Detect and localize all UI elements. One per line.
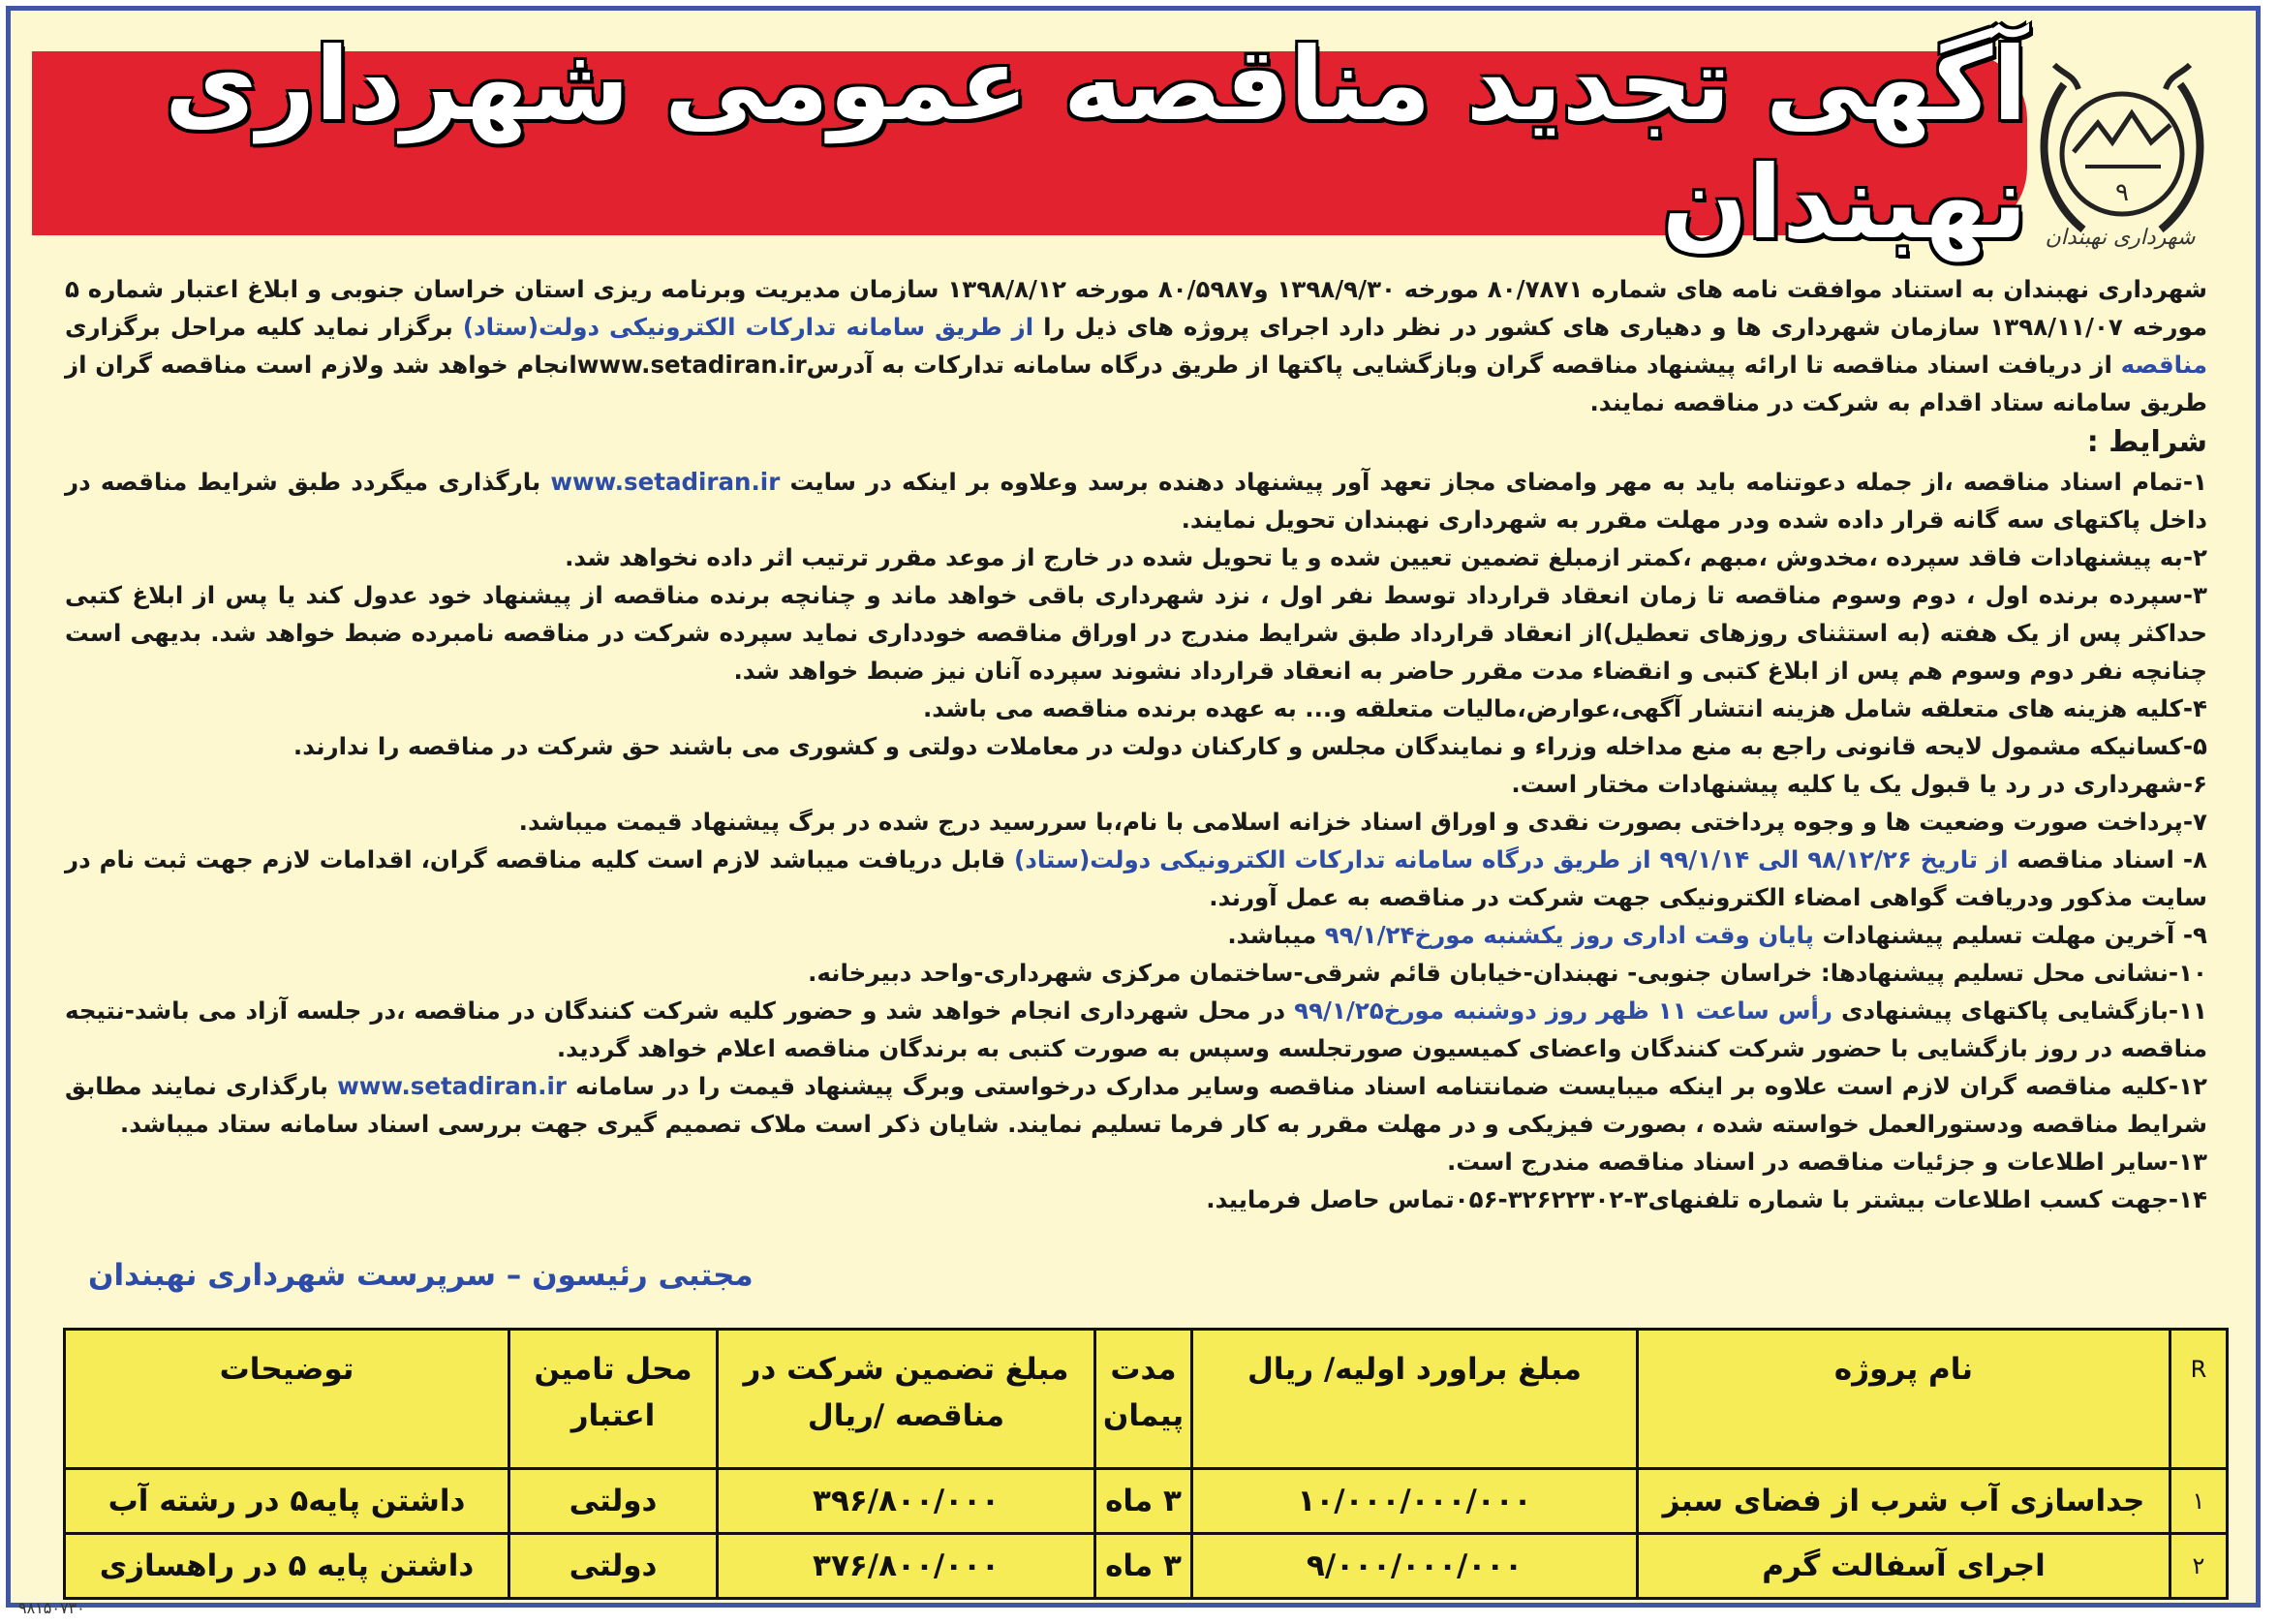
col-header-duration-line2: پیمان [1102,1398,1185,1433]
svg-text:۹: ۹ [2115,178,2129,207]
notice-body [65,270,2207,1218]
condition-text: بارگذاری میگردد طبق شرایط مناقصه در داخل پاکتهای سه گانه قرار داده شده ودر مهلت مقرر به شهرداری نهبندان تحویل نمایند. [65,468,2207,534]
project-notes: داشتن پایه ۵ در راهسازی [65,1534,509,1599]
condition-text: ۱۲-کلیه مناقصه گران لازم است علاوه بر اینکه میبایست ضمانتنامه اسناد مناقصه وسایر مدارک درخواستی وبرگ پیشنهاد قیمت را در سامانه [566,1072,2207,1100]
intro-text: شهرداری نهبندان به استناد موافقت نامه های شماره ۸۰/۷۸۷۱ مورخه ۱۳۹۸/۹/۳۰ و۸۰/۵۹۸۷ مورخه ۱۳۹۸/۸/۱۲ سازمان مدیریت وبرنامه ریزی استان خراسان جنوبی و ابلاغ اعتبار شماره ۵ مورخه ۱۳۹۸/۱۱/۰۷ سازمان شهرداری ها و دهیاری های کشور در نظر دارد اجرای پروژه های ذیل را [65,275,2207,341]
condition-9 [65,916,2207,954]
condition-text: ۹- آخرین مهلت تسلیم پیشنهادات [1813,921,2207,949]
col-header-notes: توضیحات [65,1330,509,1469]
setadiran-link[interactable]: www.setadiran.ir [337,1072,567,1100]
page-title: آگهی تجدید مناقصه عمومی شهرداری نهبندان [165,25,2027,261]
project-estimate: ۹/۰۰۰/۰۰۰/۰۰۰ [1192,1534,1638,1599]
condition-5: ۵-کسانیکه مشمول لایحه قانونی راجع به منع مداخله وزراء و نمایندگان مجلس و کارکنان دولت در معاملات دولتی و کشوری می باشند حق شرکت در مناقصه را ندارند. [292,732,2207,760]
project-funding: دولتی [509,1534,718,1599]
project-notes: داشتن پایه۵ در رشته آب [65,1469,509,1534]
col-header-funding-line1: محل تامین [534,1352,693,1387]
condition-11 [65,992,2207,1067]
condition-8 [65,841,2207,916]
condition-11-opening-time: رأس ساعت ۱۱ ظهر روز دوشنبه مورخ۹۹/۱/۲۵ [1294,996,1833,1025]
project-guarantee: ۳۷۶/۸۰۰/۰۰۰ [718,1534,1095,1599]
project-estimate: ۱۰/۰۰۰/۰۰۰/۰۰۰ [1192,1469,1638,1534]
condition-7: ۷-پرداخت صورت وضعیت ها و وجوه پرداختی بصورت نقدی و اوراق اسناد خزانه اسلامی با نام،با سررسید درج شده در برگ پیشنهاد قیمت میباشد. [518,808,2207,836]
project-funding: دولتی [509,1469,718,1534]
col-header-funding [509,1330,718,1469]
signature: مجتبی رئیسون – سرپرست شهرداری نهبندان [88,1258,754,1293]
table-header-row [65,1330,2228,1469]
condition-3: ۳-سپرده برنده اول ، دوم وسوم مناقصه تا زمان انعقاد قرارداد توسط نفر اول ، نزد شهرداری باقی خواهد ماند و چنانچه برنده مناقصه از پیشنهاد خود عدول کند یا پس از ابلاغ کتبی حداکثر پس از یک هفته (به استثنای روزهای تعطیل)از انعقاد قرارداد طبق شرایط مندرج در اوراق مناقصه خودداری نماید سپرده شرکت در مناقصه نامبرده ضبط خواهد شد. بدیهی است چنانچه نفر دوم وسوم هم پس از ابلاغ کتبی و انقضاء مدت مقرر حاضر به انعقاد قرارداد نشوند سپرده آنان نیز ضبط خواهد شد. [65,581,2207,685]
setadiran-link[interactable]: www.setadiran.ir [550,468,781,496]
condition-14: ۱۴-جهت کسب اطلاعات بیشتر با شماره تلفنهای۳-۳۲۶۲۲۳۰۲-۰۵۶تماس حاصل فرمایید. [1206,1185,2207,1213]
condition-text: بارگذاری نمایند مطابق شرایط مناقصه ودستورالعمل خواسته شده ، بصورت فیزیکی و در مهلت مقرر به کار فرما تسلیم نمایند. شایان ذکر است ملاک تصمیم گیری جهت بررسی اسناد سامانه ستاد میباشد. [65,1072,2207,1138]
title-banner [32,25,2027,261]
condition-12 [65,1067,2207,1143]
condition-2: ۲-به پیشنهادات فاقد سپرده ،مخدوش ،مبهم ،کمتر ازمبلغ تضمین تعیین شده و یا تحویل شده در خارج از موعد مقرر ترتیب اثر داده نخواهد شد. [565,543,2207,571]
project-guarantee: ۳۹۶/۸۰۰/۰۰۰ [718,1469,1095,1534]
intro-url: www.setadiran.ir [576,351,807,379]
footer-code: ۹۸۱۵۰۷۳۰ [18,1599,85,1617]
col-header-r: R [2170,1330,2228,1469]
col-header-guarantee-line2: مناقصه /ریال [807,1398,1005,1433]
project-duration: ۳ ماه [1095,1469,1192,1534]
condition-text: ۸- اسناد مناقصه [2008,845,2207,873]
condition-10: ۱۰-نشانی محل تسلیم پیشنهادها: خراسان جنوبی- نهبندان-خیابان قائم شرقی-ساختمان مرکزی شهرداری-واحد دبیرخانه. [808,959,2207,987]
condition-13: ۱۳-سایر اطلاعات و جزئیات مناقصه در اسناد مناقصه مندرج است. [1447,1148,2207,1176]
col-header-duration-line1: مدت [1110,1352,1177,1387]
condition-text: ۱۱-بازگشایی پاکتهای پیشنهادی [1832,996,2208,1025]
logo-caption: شهرداری نهبندان [2045,226,2196,250]
intro-text: برگزار نماید کلیه مراحل برگزاری [65,313,463,341]
col-header-project: نام پروژه [1638,1330,2170,1469]
intro-paragraph [65,270,2207,421]
row-number: ۲ [2170,1534,2228,1599]
project-duration: ۳ ماه [1095,1534,1192,1599]
intro-tender-highlight: مناقصه [2120,351,2207,379]
table-row [65,1469,2228,1534]
condition-1 [65,463,2207,538]
condition-text: در محل شهرداری انجام خواهد شد و حضور کلیه شرکت کنندگان در مناقصه ،در جلسه آزاد می باشد-نتیجه مناقصه در روز بازگشایی با حضور شرکت کنندگان واعضای کمیسیون صورتجلسه وسپس به صورت کتبی به برندگان مناقصه اعلام خواهد گردید. [65,996,2207,1062]
condition-text: ۱-تمام اسناد مناقصه ،از جمله دعوتنامه باید به مهر وامضای مجاز تعهد آور پیشنهاد دهنده برسد وعلاوه بر اینکه در سایت [780,468,2207,496]
notice-page [6,6,2261,1617]
condition-9-deadline: پایان وقت اداری روز یکشنبه مورخ۹۹/۱/۲۴ [1324,921,1814,949]
col-header-guarantee-line1: مبلغ تضمین شرکت در [743,1352,1069,1387]
project-name: جداسازی آب شرب از فضای سبز [1638,1469,2170,1534]
projects-table [63,1328,2229,1600]
intro-text: انجام خواهد شد ولازم است مناقصه گران از طریق سامانه ستاد اقدام به شرکت در مناقصه نمایند. [65,351,2207,416]
col-header-guarantee [718,1330,1095,1469]
col-header-duration [1095,1330,1192,1469]
col-header-funding-line2: اعتبار [570,1398,656,1433]
table-row [65,1534,2228,1599]
row-number: ۱ [2170,1469,2228,1534]
conditions-heading: شرایط : [2086,425,2207,459]
intro-text: از دریافت اسناد مناقصه تا ارائه پیشنهاد مناقصه گران وبازگشایی پاکتها از طریق درگاه سامانه تدارکات به آدرس [806,351,2121,379]
condition-text: قابل دریافت میباشد لازم است کلیه مناقصه گران، اقدامات لازم جهت ثبت نام در سایت مذکور ودریافت گواهی امضاء الکترونیکی جهت شرکت در مناقصه به عمل آورند. [65,845,2207,911]
condition-6: ۶-شهرداری در رد یا قبول یک یا کلیه پیشنهادات مختار است. [1511,770,2207,798]
col-header-estimate: مبلغ براورد اولیه/ ریال [1192,1330,1638,1469]
intro-setad-highlight: از طریق سامانه تدارکات الکترونیکی دولت(ستاد) [462,313,1034,341]
condition-4: ۴-کلیه هزینه های متعلقه شامل هزینه انتشار آگهی،عوارض،مالیات متعلقه و... به عهده برنده مناقصه می باشد. [922,694,2207,722]
project-name: اجرای آسفالت گرم [1638,1534,2170,1599]
condition-text: میباشد. [1227,921,1325,949]
condition-8-dates: از تاریخ ۹۸/۱۲/۲۶ الی ۹۹/۱/۱۴ از طریق درگاه سامانه تدارکات الکترونیکی دولت(ستاد) [1014,845,2009,873]
